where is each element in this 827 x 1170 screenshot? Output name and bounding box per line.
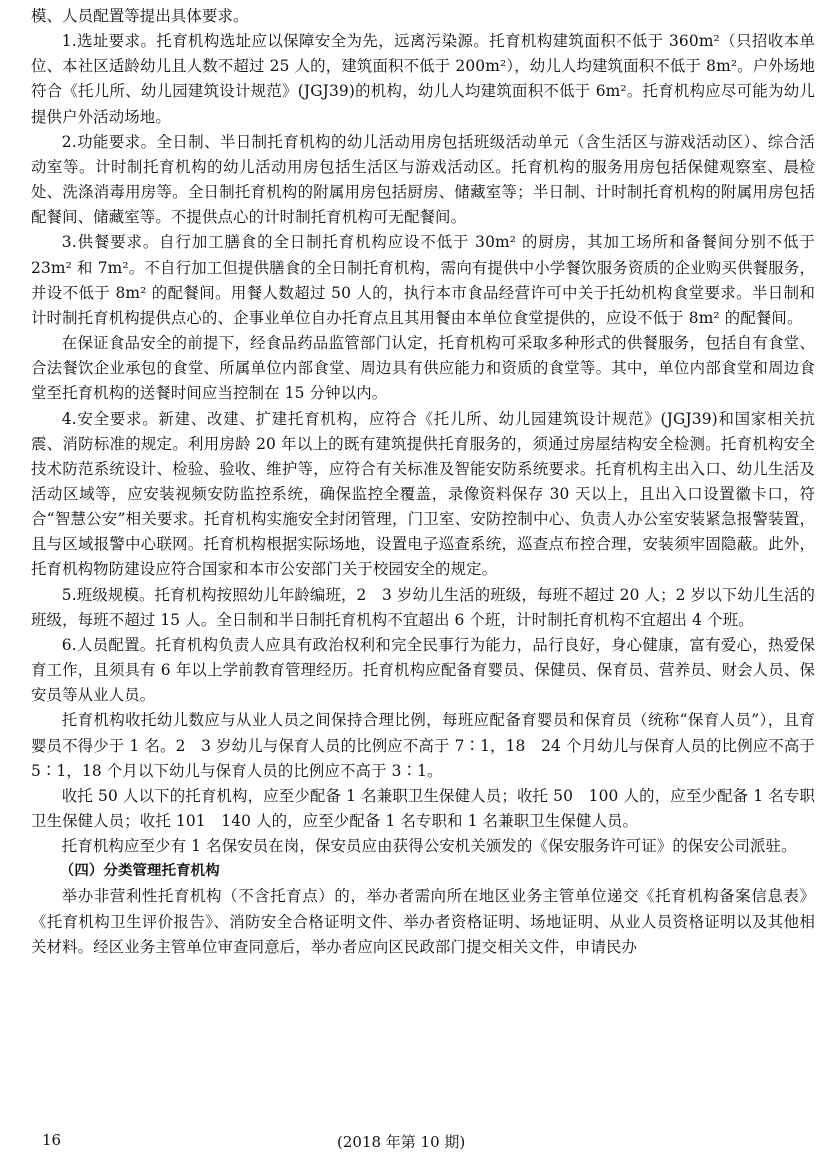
paragraph-health-staff: 收托 50 人以下的托育机构，应至少配备 1 名兼职卫生保健人员；收托 50 100 人的，应至少配备 1 名专职卫生保健人员；收托 101 140 人的，应至少配备 1 名专职和 1 名兼职卫生保健人员。 [31, 786, 815, 830]
paragraph-catering-requirements: 3.供餐要求。自行加工膳食的全日制托育机构应设不低于 30m² 的厨房，其加工场所和备餐间分别不低于 23m² 和 7m²。不自行加工但提供膳食的全日制托育机构，需向有提供中小学餐饮服务资质的企业购买供餐服务，并设不低于 8m² 的配餐间。用餐人数超过 50 人的，执行本市食品经营许可中关于托幼机构食堂要求。半日制和计时制托育机构提供点心的、企事业单位自办托育点且其用餐由本单位食堂提供的，应设不低于 8m² 的配餐间。 [31, 233, 815, 327]
body-text [31, 4, 815, 960]
paragraph-nonprofit-registration: 举办非营利性托育机构（不含托育点）的，举办者需向所在地区业务主管单位递交《托育机构备案信息表》《托育机构卫生评价报告》、消防安全合格证明文件、举办者资格证明、场地证明、从业人员资格证明以及其他相关材料。经区业务主管单位审查同意后，举办者应向区民政部门提交相关文件，申请民办 [31, 887, 815, 956]
paragraph-staffing: 6.人员配置。托育机构负责人应具有政治权利和完全民事行为能力，品行良好，身心健康，富有爱心，热爱保育工作，且须具有 6 年以上学前教育管理经历。托育机构应配备育婴员、保健员、保育员、营养员、财会人员、保安员等从业人员。 [31, 635, 815, 705]
paragraph-staff-ratio: 托育机构收托幼儿数应与从业人员之间保持合理比例，每班应配备育婴员和保育员（统称“保育人员”），且育婴员不得少于 1 名。2 3 岁幼儿与保育人员的比例应不高于 7∶1，18 24 个月幼儿与保育人员的比例应不高于 5∶1，18 个月以下幼儿与保育人员的比例应不高于 3∶1。 [31, 711, 815, 780]
paragraph-security-guard: 托育机构应至少有 1 名保安员在岗，保安员应由获得公安机关颁发的《保安服务许可证》的保安公司派驻。 [61, 837, 797, 856]
paragraph-site-requirements: 1.选址要求。托育机构选址应以保障安全为先，远离污染源。托育机构建筑面积不低于 360m²（只招收本单位、本社区适龄幼儿且人数不超过 25 人的，建筑面积不低于 200m²），幼儿人均建筑面积不低于 8m²。户外场地符合《托儿所、幼儿园建筑设计规范》(JGJ39)的机构，幼儿人均建筑面积不低于 6m²。托育机构应尽可能为幼儿提供户外活动场地。 [31, 32, 815, 126]
paragraph-safety-requirements: 4.安全要求。新建、改建、扩建托育机构，应符合《托儿所、幼儿园建筑设计规范》(JGJ39)和国家相关抗震、消防标准的规定。利用房龄 20 年以上的既有建筑提供托育服务的，须通过房屋结构安全检测。托育机构安全技术防范系统设计、检验、验收、维护等，应符合有关标准及智能安防系统要求。托育机构主出入口、幼儿生活及活动区域等，应安装视频安防监控系统，确保监控全覆盖，录像资料保存 30 天以上，且出入口设置徽卡口，符合“智慧公安”相关要求。托育机构实施安全封闭管理，门卫室、安防控制中心、负责人办公室安装紧急报警装置，且与区域报警中心联网。托育机构根据实际场地，设置电子巡查系统，巡查点布控合理，安装须牢固隐蔽。此外，托育机构物防建设应符合国家和本市公安部门关于校园安全的规定。 [31, 409, 815, 579]
paragraph-food-safety: 在保证食品安全的前提下，经食品药品监管部门认定，托育机构可采取多种形式的供餐服务，包括自有食堂、合法餐饮企业承包的食堂、所属单位内部食堂、周边具有供应能力和资质的食堂等。其中，单位内部食堂和周边食堂至托育机构的送餐时间应当控制在 15 分钟以内。 [31, 334, 815, 403]
issue-label: (2018 年第 10 期) [337, 1133, 466, 1151]
section-heading: （四）分类管理托育机构 [59, 863, 220, 880]
paragraph-class-size: 5.班级规模。托育机构按照幼儿年龄编班，2 3 岁幼儿生活的班级，每班不超过 20 人；2 岁以下幼儿生活的班级，每班不超过 15 人。全日制和半日制托育机构不宜超出 6 个班，计时制托育机构不宜超出 4 个班。 [31, 585, 815, 629]
paragraph-function-requirements: 2.功能要求。全日制、半日制托育机构的幼儿活动用房包括班级活动单元（含生活区与游戏活动区）、综合活动室等。计时制托育机构的幼儿活动用房包括生活区与游戏活动区。托育机构的服务用房包括保健观察室、晨检处、洗涤消毒用房等。全日制托育机构的附属用房包括厨房、储藏室等；半日制、计时制托育机构的附属用房包括配餐间、储藏室等。不提供点心的计时制托育机构可无配餐间。 [31, 132, 815, 227]
paragraph: 模、人员配置等提出具体要求。 [31, 7, 249, 25]
page-number: 16 [42, 1131, 62, 1149]
